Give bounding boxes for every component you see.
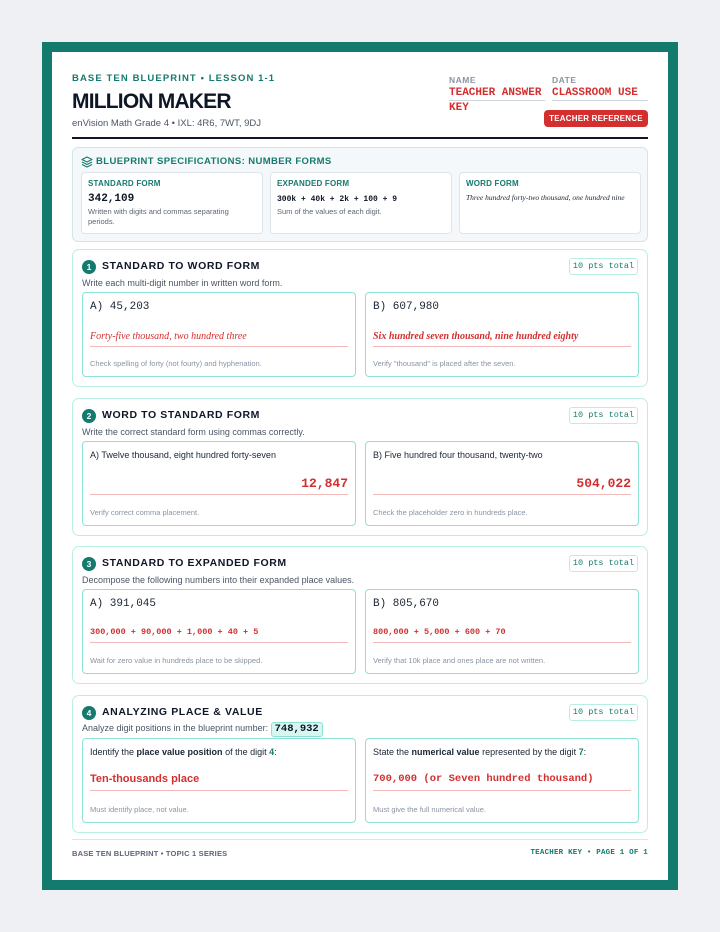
answer-line (90, 494, 348, 495)
expanded-form-card (270, 172, 452, 234)
curriculum-subline: enVision Math Grade 4 • IXL: 4R6, 7WT, 9DJ (72, 118, 262, 129)
question-text: A) 45,203 (90, 301, 150, 313)
question-card (365, 441, 639, 526)
section-instruction (82, 722, 323, 737)
section-number: 4 (82, 706, 96, 720)
footer-divider (72, 839, 648, 840)
question-card (82, 589, 356, 674)
instruction-text: Analyze digit positions in the blueprint number: (82, 723, 269, 733)
answer-line (373, 790, 631, 791)
answer-line (373, 346, 631, 347)
answer-text[interactable]: 300,000 + 90,000 + 1,000 + 40 + 5 (90, 627, 259, 637)
section-analyzing-place-value (72, 695, 648, 833)
teacher-note: Must identify place, not value. (90, 805, 189, 814)
question-part: : (274, 747, 277, 757)
section-number: 3 (82, 557, 96, 571)
teacher-note: Check spelling of forty (not fourty) and hyphenation. (90, 359, 262, 368)
date-value: CLASSROOM USE (552, 86, 648, 101)
teacher-note: Wait for zero value in hundreds place to be skipped. (90, 656, 263, 665)
section-standard-to-expanded (72, 546, 648, 684)
spec-description: Written with digits and commas separating periods. (88, 207, 229, 226)
section-instruction: Decompose the following numbers into their expanded place values. (82, 575, 355, 585)
question-text: A) Twelve thousand, eight hundred forty-seven (90, 450, 276, 460)
answer-text[interactable]: Forty-five thousand, two hundred three (90, 331, 247, 342)
section-instruction: Write each multi-digit number in written word form. (82, 278, 283, 288)
section-title: STANDARD TO WORD FORM (102, 260, 261, 272)
teacher-reference-badge: TEACHER REFERENCE (544, 110, 648, 127)
answer-text[interactable]: 504,022 (576, 476, 631, 491)
question-card (365, 292, 639, 377)
question-part: Identify the (90, 747, 137, 757)
question-part: : (583, 747, 587, 757)
answer-text[interactable]: 700,000 (or Seven hundred thousand) (373, 773, 594, 785)
teacher-note: Verify correct comma placement. (90, 508, 200, 517)
date-label: DATE (552, 75, 577, 85)
answer-text[interactable]: 12,847 (301, 476, 348, 491)
section-number: 1 (82, 260, 96, 274)
question-emphasis: place value position (136, 747, 223, 757)
question-card (82, 738, 356, 823)
question-part: represented by the digit (479, 747, 579, 757)
question-digit: 7 (578, 747, 584, 757)
name-label: NAME (449, 75, 477, 85)
spec-description: Sum of the values of each digit. (277, 207, 382, 216)
footer-series: BASE TEN BLUEPRINT • TOPIC 1 SERIES (72, 849, 228, 858)
spec-label: EXPANDED FORM (277, 179, 350, 188)
question-card (82, 292, 356, 377)
answer-line (373, 642, 631, 643)
section-standard-to-word (72, 249, 648, 387)
blueprint-specifications (72, 147, 648, 242)
footer-page: TEACHER KEY • PAGE 1 OF 1 (530, 849, 648, 857)
name-value-line1: TEACHER ANSWER (449, 86, 545, 101)
name-field[interactable] (449, 86, 545, 115)
answer-line (90, 790, 348, 791)
question-card (365, 589, 639, 674)
question-digit: 4 (269, 747, 275, 757)
answer-text[interactable]: 800,000 + 5,000 + 600 + 70 (373, 627, 506, 637)
answer-text[interactable]: Ten-thousands place (90, 773, 200, 785)
answer-line (90, 642, 348, 643)
section-word-to-standard (72, 398, 648, 536)
points-badge: 10 pts total (569, 555, 638, 572)
section-title: WORD TO STANDARD FORM (102, 409, 261, 421)
word-form-card (459, 172, 641, 234)
lesson-kicker: BASE TEN BLUEPRINT • LESSON 1-1 (72, 73, 276, 84)
date-field[interactable] (552, 86, 648, 101)
blueprint-number: 748,932 (271, 722, 323, 737)
spec-heading: BLUEPRINT SPECIFICATIONS: NUMBER FORMS (96, 156, 332, 167)
points-badge: 10 pts total (569, 258, 638, 275)
answer-line (90, 346, 348, 347)
question-part: State the (373, 747, 412, 757)
teacher-note: Must give the full numerical value. (373, 805, 486, 814)
header-divider (72, 137, 648, 139)
spec-label: STANDARD FORM (88, 179, 161, 188)
answer-text[interactable]: Six hundred seven thousand, nine hundred eighty (373, 331, 579, 342)
question-text: B) 607,980 (373, 301, 440, 313)
question-card (82, 441, 356, 526)
section-title: STANDARD TO EXPANDED FORM (102, 557, 287, 569)
page-title: MILLION MAKER (72, 90, 231, 113)
section-instruction: Write the correct standard form using commas correctly. (82, 427, 305, 437)
spec-example: 342,109 (88, 193, 135, 205)
question-text: A) 391,045 (90, 598, 157, 610)
name-value-line2: KEY (449, 102, 469, 114)
points-badge: 10 pts total (569, 407, 638, 424)
question-emphasis: numerical value (411, 747, 480, 757)
question-part: of the digit (222, 747, 270, 757)
layers-icon (81, 155, 93, 173)
question-text: B) Five hundred four thousand, twenty-two (373, 450, 543, 460)
question-text (90, 747, 277, 757)
section-title: ANALYZING PLACE & VALUE (102, 706, 263, 718)
question-text (373, 747, 586, 757)
points-badge: 10 pts total (569, 704, 638, 721)
question-text: B) 805,670 (373, 598, 440, 610)
standard-form-card (81, 172, 263, 234)
spec-example: Three hundred forty-two thousand, one hundred nine (466, 193, 625, 202)
spec-example: 300k + 40k + 2k + 100 + 9 (277, 195, 398, 204)
teacher-note: Verify that 10k place and ones place are not written. (373, 656, 546, 665)
question-card (365, 738, 639, 823)
teacher-note: Check the placeholder zero in hundreds place. (373, 508, 528, 517)
spec-label: WORD FORM (466, 179, 519, 188)
answer-line (373, 494, 631, 495)
worksheet (52, 52, 668, 880)
section-number: 2 (82, 409, 96, 423)
teacher-note: Verify "thousand" is placed after the seven. (373, 359, 516, 368)
